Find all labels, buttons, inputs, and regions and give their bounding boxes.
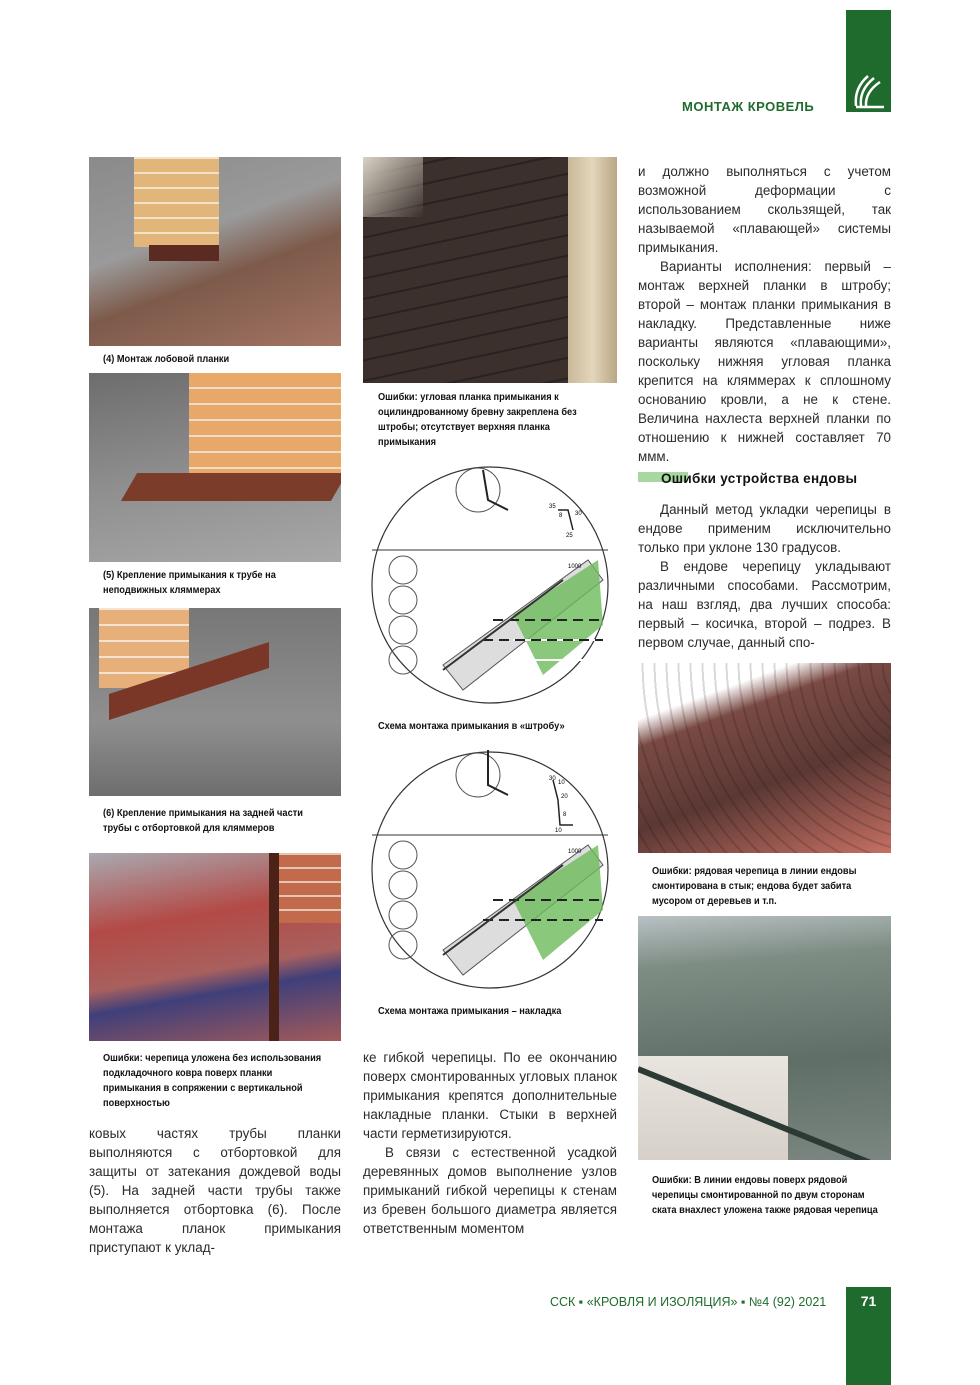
scheme-overlay-diagram: [363, 740, 617, 1000]
caption-scheme-overlay: Схема монтажа примыкания – накладка: [378, 1005, 562, 1017]
leaf-logo-icon: [846, 10, 891, 112]
column3-body-top: [638, 162, 891, 466]
scheme-groove-diagram: [363, 455, 617, 715]
dim-8: 8: [563, 812, 567, 818]
photo-log-wall-error: [363, 157, 617, 383]
dim-10b: 10: [555, 828, 562, 834]
dim-30: 30: [575, 511, 582, 517]
column3-paragraph-4: В ендове черепицу укладывают различными способами. Рассмотрим, на наш взгляд, два лучших способа: первый – косичка, второй – подрез. В первом случае, данный спо-: [638, 559, 891, 650]
caption-photo4: (4) Монтаж лобовой планки: [103, 353, 230, 365]
column1-paragraph: ковых частях трубы планки выполняются с отбортовкой для защиты от затекания дождевой воды (5). На задней части трубы также выполняется отбортовка (6). После монтажа планок примыкания приступают к уклад-: [89, 1126, 341, 1255]
dim-1000: 1000: [568, 564, 582, 570]
caption-valley2: Ошибки: В линии ендовы поверх рядовой черепицы смонтированной по двум сторонам ската внахлест уложена также рядовая черепица: [652, 1174, 878, 1216]
column1-body: [89, 1124, 341, 1257]
dim-1000: 1000: [568, 849, 582, 855]
dim-20: 20: [561, 794, 568, 800]
photo-valley-overlap: [638, 916, 891, 1160]
photo-chimney-back-flange: [89, 608, 341, 796]
page-number-tab: [846, 1287, 891, 1385]
page-number: 71: [860, 1293, 877, 1309]
header-green-tab: [846, 10, 891, 112]
caption-log-error: Ошибки: угловая планка примыкания к оцилиндрованному бревну закреплена без штробы; отсутствует верхняя планка примыкания: [378, 391, 577, 448]
dim-8: 8: [559, 513, 563, 519]
section-heading: Ошибки устройства ендовы: [661, 471, 858, 486]
photo-valley-butt-joint: [638, 663, 891, 853]
column2-paragraph-1: ке гибкой черепицы. По ее окончанию поверх смонтированных угловых планок примыкания крепятся дополнительные накладные планки. Стыки в верхней части герметизируются.: [363, 1050, 617, 1141]
caption-photo6: (6) Крепление примыкания на задней части трубы с отбортовкой для кляммеров: [103, 807, 303, 834]
photo-error-no-underlay: [89, 853, 341, 1041]
caption-error1: Ошибки: черепица уложена без использования подкладочного ковра поверх планки примыкания в сопряжении с вертикальной поверхностью: [103, 1052, 322, 1109]
caption-valley1: Ошибки: рядовая черепица в линии ендовы смонтирована в стык; ендова будет забита мусором от деревьев и т.п.: [652, 865, 857, 907]
dim-30: 30: [549, 776, 556, 782]
photo-chimney-fixed-clamps: [89, 373, 341, 562]
column3-body-bottom: [638, 500, 891, 652]
caption-photo5: (5) Крепление примыкания к трубе на неподвижных кляммерах: [103, 569, 276, 596]
dim-25: 25: [566, 533, 573, 539]
section-title: МОНТАЖ КРОВЕЛЬ: [682, 99, 815, 114]
column3-paragraph-2: Варианты исполнения: первый – монтаж верхней планки в штробу; второй – монтаж планки примыкания в накладку. Представленные ниже варианты являются «плавающими», поскольку нижняя угловая планка крепится на кляммерах к сплошному основанию кровли, а не к стене. Величина нахлеста верхней планки по отношению к нижней составляет 70 ммм.: [638, 259, 891, 464]
column3-paragraph-3: Данный метод укладки черепицы в ендове применим исключительно только при уклоне 130 градусов.: [638, 502, 891, 555]
column2-paragraph-2: В связи с естественной усадкой деревянных домов выполнение узлов примыканий гибкой черепицы к стенам из бревен большого диаметра является ответственным моментом: [363, 1145, 617, 1236]
dim-35: 35: [549, 504, 556, 510]
footer-journal: ССК ▪ «КРОВЛЯ И ИЗОЛЯЦИЯ» ▪ №4 (92) 2021: [550, 1295, 827, 1309]
photo-front-flashing: [89, 157, 341, 346]
caption-scheme-groove: Схема монтажа примыкания в «штробу»: [378, 720, 565, 732]
dim-10: 10: [558, 780, 565, 786]
column2-body: [363, 1048, 617, 1238]
column3-paragraph-1: и должно выполняться с учетом возможной деформации с использованием скользящей, так называемой «плавающей» системы примыкания.: [638, 164, 891, 255]
